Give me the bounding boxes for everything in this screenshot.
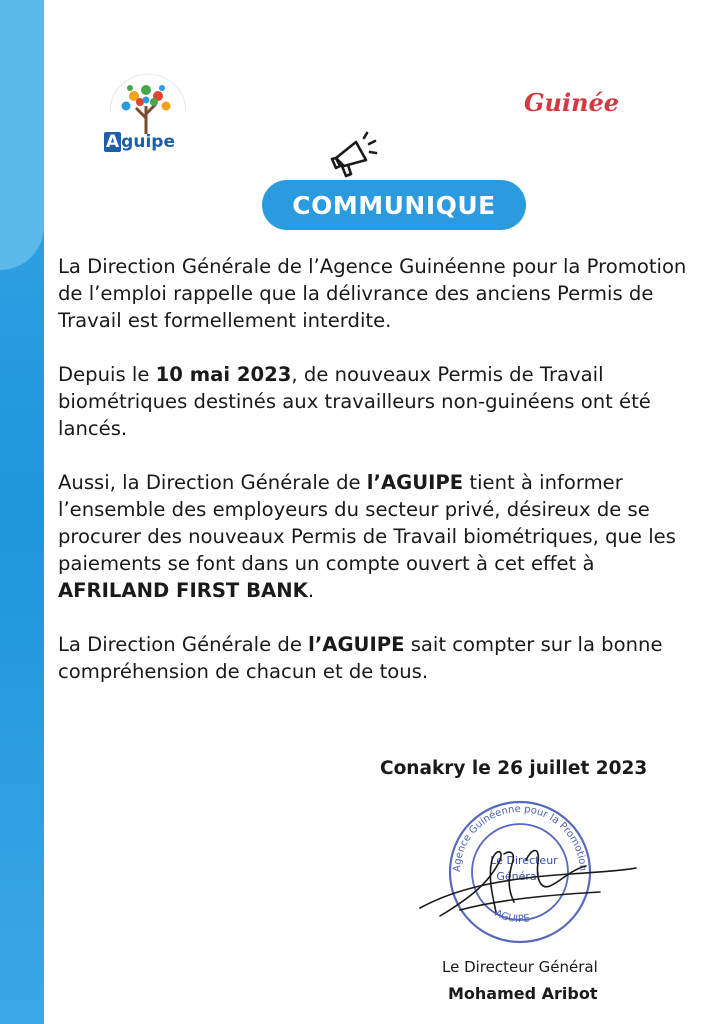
paragraph-4 [58,631,688,685]
stamp-center-line-1: Le Directeur [490,854,558,867]
aguipe-wordmark [104,132,175,152]
paragraph-3-text: Aussi, la Direction Générale de [58,471,367,494]
paragraph-3 [58,469,688,604]
megaphone-icon [326,128,380,182]
paragraph-3-text-middle: tient à informer l’ensemble des employeurs du secteur privé, désireux de se procurer des nouveaux Permis de Travail biométriques, que les paiements se font dans un compte ouvert à cet effet à [58,471,676,575]
communique-body [58,253,688,712]
guinee-logo [524,88,644,128]
paragraph-4-text: La Direction Générale de [58,633,309,656]
paragraph-2-text: Depuis le [58,363,156,386]
stamp-center-line-2: Général [496,870,540,883]
paragraph-2-text-end: , de nouveaux Permis de Travail biométriques destinés aux travailleurs non-guinéens ont été lancés. [58,363,651,440]
aguipe-tree-icon [96,66,200,136]
date-line: Conakry le 26 juillet 2023 [380,758,648,779]
aguipe-wordmark-rest: guipe [121,132,175,152]
banner-label: COMMUNIQUE [292,190,496,220]
bank-name: AFRILAND FIRST BANK [58,579,308,602]
paragraph-4-text-end: sait compter sur la bonne compréhension de chacun et de tous. [58,633,663,683]
launch-date: 10 mai 2023 [155,363,292,386]
paragraph-1-text: La Direction Générale de l’Agence Guinéenne pour la Promotion de l’emploi rappelle que la délivrance des anciens Permis de Travail est formellement interdite. [58,255,687,332]
stamp-bottom-text: AGUIPE [492,908,531,926]
paragraph-2 [58,361,688,442]
agency-name: l’AGUIPE [366,471,464,494]
communique-banner [262,180,526,230]
aguipe-wordmark-initial: A [106,132,120,152]
signatory-name: Mohamed Aribot [448,984,598,1003]
stamp-ring-text: Agence Guinéenne pour la Promotion [451,803,589,873]
left-bar-accent [0,0,44,270]
aguipe-logo [96,66,200,156]
signatory-title: Le Directeur Général [442,958,598,976]
paragraph-1 [58,253,688,334]
official-stamp [400,790,640,950]
agency-name: l’AGUIPE [308,633,405,656]
svg-text:AGUIPE [493,908,531,925]
guinee-wordmark: Guinée [524,88,620,117]
paragraph-3-text-end: . [307,579,315,602]
